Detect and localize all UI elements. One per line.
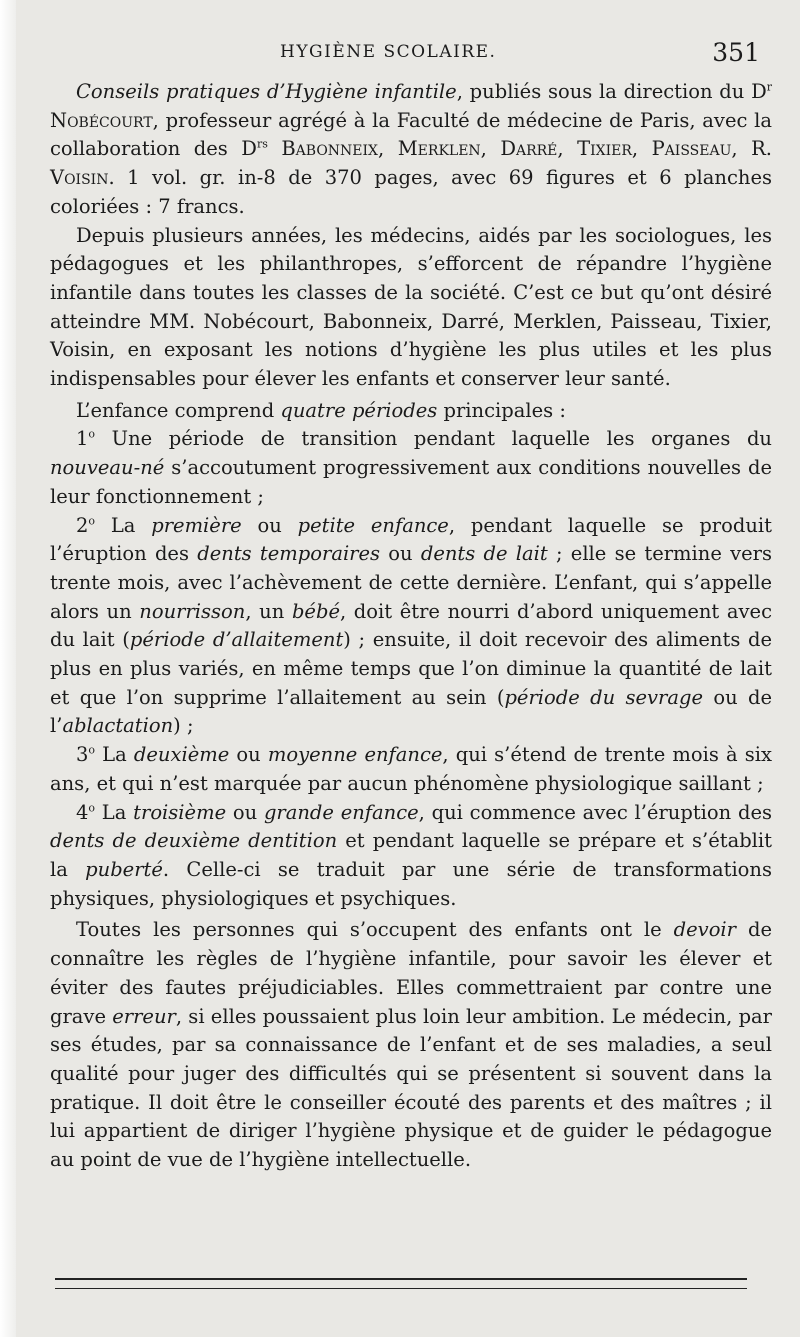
text-run: dents de deuxième dentition bbox=[50, 829, 338, 853]
text-run: ou bbox=[226, 800, 264, 824]
text-run: Voisin bbox=[50, 166, 109, 190]
text-run: o bbox=[88, 743, 96, 757]
text-run: dents temporaires bbox=[197, 542, 381, 566]
text-run: ou de l’ bbox=[50, 685, 772, 738]
text-run: quatre périodes bbox=[280, 398, 438, 422]
text-run: , un bbox=[245, 599, 292, 623]
text-run: r bbox=[766, 80, 772, 94]
text-run: , bbox=[557, 137, 578, 161]
text-run: période d’allaitement bbox=[129, 628, 344, 652]
paragraph-period-2 bbox=[50, 512, 772, 742]
text-run: erreur bbox=[112, 1004, 176, 1028]
paragraph-conclusion bbox=[50, 916, 772, 1174]
paragraph-introduction bbox=[50, 222, 772, 394]
text-run: Merklen bbox=[397, 137, 481, 161]
page-edge bbox=[0, 0, 16, 1337]
text-run: 1 bbox=[76, 427, 89, 451]
text-run: devoir bbox=[673, 918, 736, 942]
text-run: ) ; ensuite, il doit recevoir des aliments de plus en plus variés, en même temps que l’on diminue la quantité de lait et que l’on supprime l’allaitement au sein ( bbox=[50, 628, 772, 709]
text-run: nourrisson bbox=[139, 599, 246, 623]
text-run: période du sevrage bbox=[504, 685, 704, 709]
text-run: Paisseau bbox=[651, 137, 732, 161]
text-run: puberté bbox=[85, 857, 163, 881]
text-run: de connaître les règles de l’hygiène infantile, pour savoir les élever et éviter des fautes préjudiciables. Elles commettraient par contre une grave bbox=[50, 918, 772, 1028]
text-run: ; elle se termine vers trente mois, avec l’achèvement de cette dernière. L’enfant, qui s’appelle alors un bbox=[50, 542, 773, 623]
text-run: La bbox=[95, 513, 152, 537]
text-run: 3 bbox=[76, 743, 89, 767]
text-run: La bbox=[95, 800, 134, 824]
text-run: nouveau-né bbox=[50, 456, 165, 480]
text-run: Tixier bbox=[577, 137, 632, 161]
text-run: grande enfance bbox=[263, 800, 419, 824]
text-run: , pendant laquelle se produit l’éruption des bbox=[50, 513, 772, 566]
text-run: La bbox=[95, 743, 134, 767]
text-run: . Celle-ci se traduit par une série de transformations physiques, physiologiques et psychiques. bbox=[50, 857, 772, 910]
text-run: L’enfance comprend bbox=[76, 398, 281, 422]
text-run: s’accoutument progressivement aux conditions nouvelles de leur fonctionnement ; bbox=[50, 456, 772, 508]
text-run: , professeur agrégé à la Faculté de médecine de Paris, avec la collaboration des D bbox=[50, 108, 772, 161]
text-run: première bbox=[151, 513, 242, 537]
text-run: moyenne enfance bbox=[267, 743, 443, 767]
text-run: principales : bbox=[437, 398, 566, 422]
text-run: , qui commence avec l’éruption des bbox=[418, 800, 772, 824]
text-run: Conseils pratiques d’Hygiène infantile bbox=[76, 80, 457, 103]
text-run: . 1 vol. gr. in-8 de 370 pages, avec 69 figures et 6 planches coloriées : 7 francs. bbox=[50, 166, 772, 218]
text-run: , publiés sous la direction du D bbox=[456, 80, 767, 103]
text-run: , bbox=[378, 137, 398, 161]
text-run: o bbox=[88, 514, 96, 528]
text-run: Nobécourt bbox=[50, 108, 153, 132]
text-run: deuxième bbox=[133, 743, 230, 767]
text-run: Toutes les personnes qui s’occupent des enfants ont le bbox=[76, 918, 674, 942]
text-run: , R. bbox=[731, 137, 772, 161]
text-run: Depuis plusieurs années, les médecins, aidés par les sociologues, les pédagogues et les philanthropes, s’efforcent de répandre l’hygiène infantile dans toutes les classes de la société. C’est ce but qu’ont désiré atteindre MM. Nobécourt, Babonneix, Darré, Merklen, Paisseau, Tixier, Voisin, en exposant les notions d’hygiène les plus utiles et les plus indispensables pour élever les enfants et conserver leur santé. bbox=[50, 223, 772, 391]
text-run: Une période de transition pendant laquelle les organes du bbox=[95, 427, 772, 451]
text-run: ou bbox=[229, 743, 268, 767]
body-text bbox=[50, 78, 772, 1175]
text-run: ou bbox=[241, 513, 298, 537]
paragraph-periods-intro bbox=[50, 397, 772, 426]
text-run: ablactation bbox=[62, 714, 174, 738]
text-run: dents de lait bbox=[420, 542, 548, 566]
text-run: , doit être nourri d’abord uniquement avec du lait ( bbox=[50, 599, 772, 652]
text-run: troisième bbox=[133, 800, 227, 824]
running-title: HYGIÈNE SCOLAIRE. bbox=[280, 42, 497, 62]
page-number: 351 bbox=[712, 38, 760, 67]
text-run: 2 bbox=[76, 513, 89, 537]
text-run: ) ; bbox=[173, 714, 194, 738]
bottom-rule-thick bbox=[55, 1278, 747, 1280]
text-run: , si elles poussaient plus loin leur ambition. Le médecin, par ses études, par sa connaissance de l’enfant et de ses maladies, a seul qualité pour juger des difficultés qui se présentent si souvent dans la pratique. Il doit être le conseiller écouté des parents et des maîtres ; il lui appartient de diriger l’hygiène physique et de guider le pédagogue au point de vue de l’hygiène intellectuelle. bbox=[50, 1004, 773, 1172]
text-run: , bbox=[631, 137, 652, 161]
text-run: et pendant laquelle se prépare et s’établit la bbox=[50, 829, 772, 881]
paragraph-period-3 bbox=[50, 741, 772, 798]
text-run: o bbox=[88, 427, 96, 441]
text-run: petite enfance bbox=[297, 513, 449, 537]
paragraph-period-4 bbox=[50, 799, 772, 914]
paragraph-period-1 bbox=[50, 425, 772, 511]
text-run: o bbox=[88, 801, 96, 815]
text-run: Babonneix bbox=[281, 137, 379, 161]
text-run: rs bbox=[256, 137, 268, 151]
text-run: ou bbox=[380, 542, 421, 566]
text-run: , bbox=[480, 137, 501, 161]
paragraph-book-notice bbox=[50, 78, 772, 222]
text-run: 4 bbox=[76, 800, 89, 824]
page-header bbox=[50, 38, 770, 68]
text-run: , qui s’étend de trente mois à six ans, et qui n’est marquée par aucun phénomène physiologique saillant ; bbox=[50, 743, 773, 795]
text-run: bébé bbox=[291, 599, 340, 623]
bottom-rule-thin bbox=[55, 1288, 747, 1289]
text-run: Darré bbox=[500, 137, 558, 161]
text-run bbox=[268, 137, 282, 160]
